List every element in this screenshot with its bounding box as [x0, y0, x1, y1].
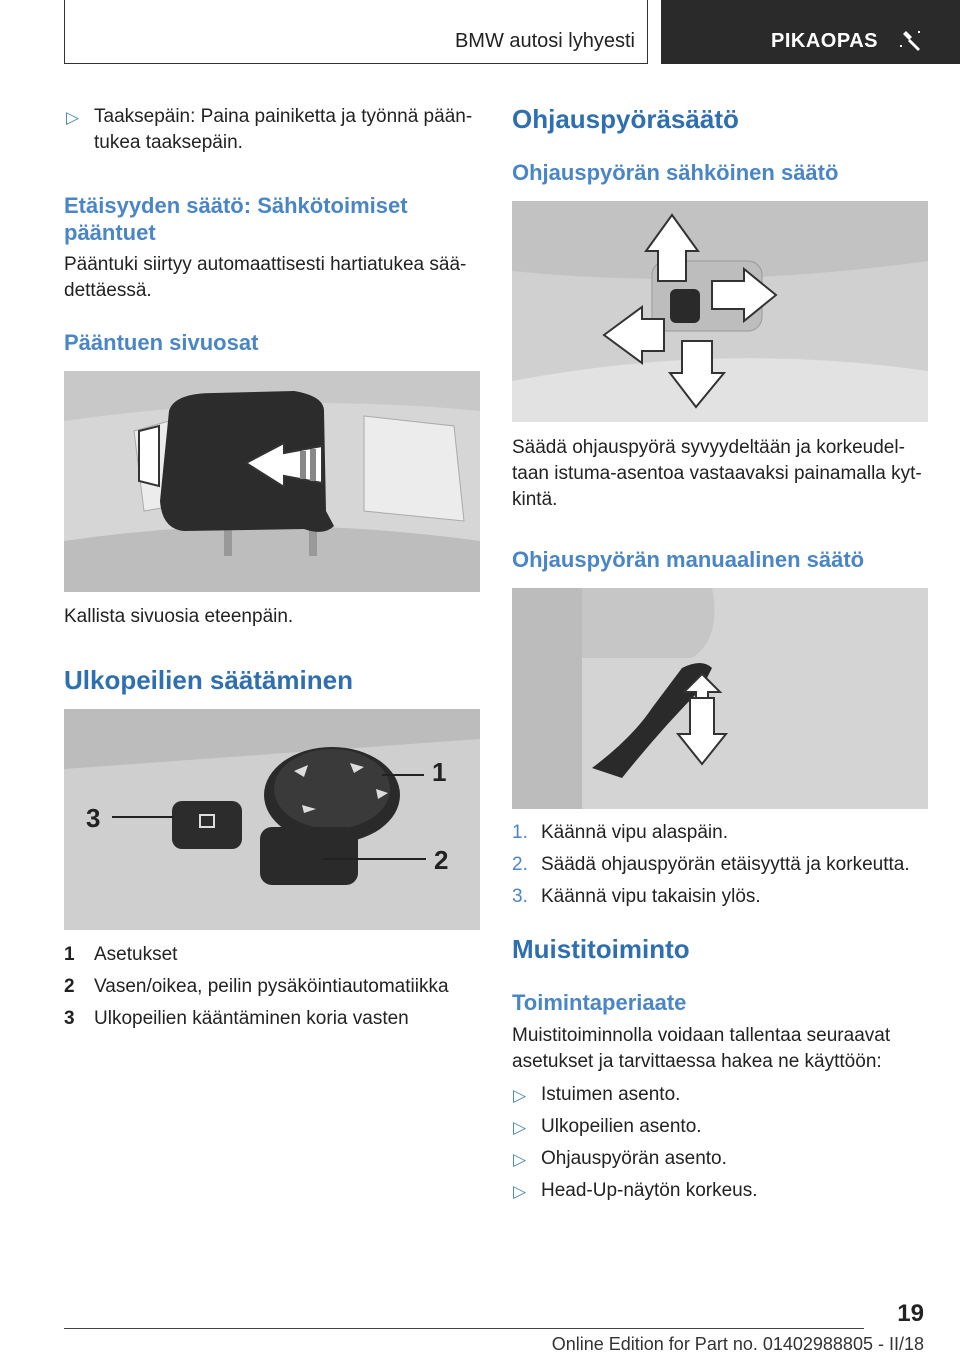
bullet-icon: ▷ [513, 1182, 527, 1201]
bullet-icon: ▷ [513, 1150, 527, 1169]
paragraph-distance-l2: dettäessä. [64, 280, 152, 301]
step-num-3: 3. [512, 886, 528, 907]
legend-text-3: Ulkopeilien kääntäminen koria vasten [94, 1008, 409, 1029]
paragraph-electric-l2: taan istuma-asentoa vastaavaksi painamalla kyt‐ [512, 463, 922, 484]
heading-distance-l1: Etäisyyden säätö: Sähkötoimiset [64, 193, 408, 218]
header-section-title: BMW autosi lyhyesti [454, 30, 635, 52]
footer-divider [64, 1328, 864, 1329]
legend-num-1: 1 [64, 944, 75, 965]
bullet-icon: ▷ [66, 108, 80, 127]
header-chapter-tab [661, 0, 960, 64]
paragraph-memory-l1: Muistitoiminnolla voidaan tallentaa seuraavat [512, 1025, 891, 1046]
memory-bullet-1: Istuimen asento. [541, 1084, 681, 1105]
memory-bullet-2: Ulkopeilien asento. [541, 1116, 702, 1137]
page-number: 19 [897, 1300, 924, 1327]
bullet-text-backward-l2: tukea taaksepäin. [94, 132, 243, 153]
bullet-icon: ▷ [513, 1086, 527, 1105]
step-text-2: Säädä ohjauspyörän etäisyyttä ja korkeutta. [541, 854, 910, 875]
paragraph-memory-l2: asetukset ja tarvittaessa hakea ne käyttöön: [512, 1051, 882, 1072]
mirror-label-3: 3 [86, 803, 101, 833]
header-section-tab [64, 0, 648, 64]
electric-steering-figure [512, 201, 928, 422]
step-num-1: 1. [512, 822, 528, 843]
mirror-controls-figure [64, 709, 480, 930]
memory-bullet-3: Ohjauspyörän asento. [541, 1148, 727, 1169]
legend-num-3: 3 [64, 1008, 75, 1029]
footer-edition: Online Edition for Part no. 01402988805 - II/18 [551, 1334, 924, 1354]
heading-side-parts: Pääntuen sivuosat [64, 330, 259, 355]
paragraph-distance-l1: Pääntuki siirtyy automaattisesti hartiatukea sää‐ [64, 254, 467, 275]
headrest-figure [64, 371, 480, 592]
quickguide-hammer-icon [898, 28, 924, 54]
bullet-text-backward-l1: Taaksepäin: Paina painiketta ja työnnä pään‐ [94, 106, 473, 127]
legend-text-1: Asetukset [94, 944, 178, 965]
legend-text-2: Vasen/oikea, peilin pysäköintiautomatiikka [94, 976, 449, 997]
heading-manual-steering: Ohjauspyörän manuaalinen säätö [512, 547, 865, 572]
mirror-label-1: 1 [432, 757, 447, 787]
paragraph-electric-l3: kintä. [512, 489, 558, 510]
paragraph-electric-l1: Säädä ohjauspyörä syvyydeltään ja korkeudel‐ [512, 437, 905, 458]
paragraph-side-parts: Kallista sivuosia eteenpäin. [64, 606, 294, 627]
manual-steering-figure [512, 588, 928, 809]
bullet-icon: ▷ [513, 1118, 527, 1137]
heading-mirrors: Ulkopeilien säätäminen [64, 665, 353, 695]
step-num-2: 2. [512, 854, 528, 875]
legend-num-2: 2 [64, 976, 75, 997]
heading-electric-steering: Ohjauspyörän sähköinen säätö [512, 160, 839, 185]
step-text-1: Käännä vipu alaspäin. [541, 822, 728, 843]
step-text-3: Käännä vipu takaisin ylös. [541, 886, 761, 907]
memory-bullet-4: Head-Up-näytön korkeus. [541, 1180, 758, 1201]
heading-principle: Toimintaperiaate [512, 990, 687, 1015]
heading-distance-l2: pääntuet [64, 220, 156, 245]
mirror-label-2: 2 [434, 845, 449, 875]
header-chapter-title: PIKAOPAS [771, 30, 878, 52]
heading-steering: Ohjauspyöräsäätö [512, 104, 739, 134]
heading-memory: Muistitoiminto [512, 934, 690, 964]
